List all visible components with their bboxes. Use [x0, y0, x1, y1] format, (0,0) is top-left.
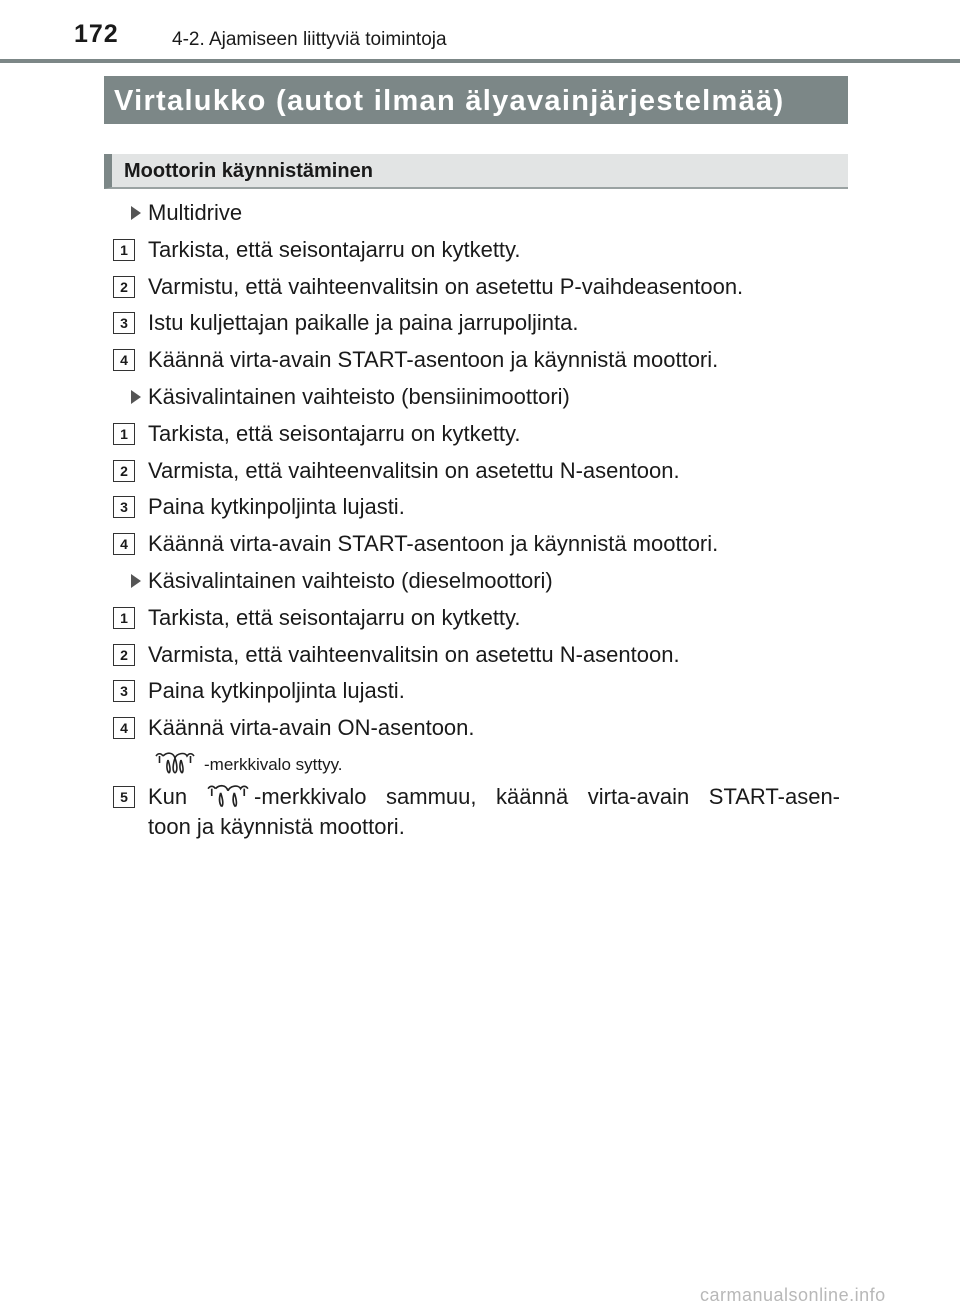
step-number: 4: [113, 533, 135, 555]
note-text: -merkkivalo syttyy.: [204, 755, 343, 774]
step-text: Paina kytkinpoljinta lujasti.: [148, 678, 405, 703]
page-number: 172: [74, 20, 119, 48]
step-number: 4: [113, 717, 135, 739]
group-heading: Käsivalintainen vaihteisto (dieselmoottori): [148, 568, 553, 593]
triangle-bullet-icon: [131, 206, 141, 220]
step-number: 1: [113, 607, 135, 629]
step-text: Varmistu, että vaihteenvalitsin on asetettu P-vaihdeasentoon.: [148, 274, 744, 299]
group-heading: Multidrive: [148, 200, 243, 225]
step-text: Tarkista, että seisontajarru on kytketty.: [148, 605, 521, 630]
step-text: Varmista, että vaihteenvalitsin on asetettu N-asentoon.: [148, 458, 680, 483]
step-number: 3: [113, 680, 135, 702]
step-text: Istu kuljettajan paikalle ja paina jarrupoljinta.: [148, 310, 579, 335]
group-heading: Käsivalintainen vaihteisto (bensiinimoottori): [148, 384, 570, 409]
step-text: Tarkista, että seisontajarru on kytketty.: [148, 237, 521, 262]
step-number: 2: [113, 644, 135, 666]
step-text: Käännä virta-avain ON-asentoon.: [148, 715, 475, 740]
step-text-line1: -merkkivalo sammuu, käännä virta-avain START-asen-: [254, 784, 840, 809]
step-number: 2: [113, 276, 135, 298]
watermark: carmanualsonline.info: [700, 1285, 886, 1305]
step-text: Käännä virta-avain START-asentoon ja käynnistä moottori.: [148, 347, 719, 372]
step-number: 3: [113, 496, 135, 518]
step-text: Varmista, että vaihteenvalitsin on asetettu N-asentoon.: [148, 642, 680, 667]
step-number: 5: [113, 786, 135, 808]
step-text: Käännä virta-avain START-asentoon ja käynnistä moottori.: [148, 531, 719, 556]
step-text: Tarkista, että seisontajarru on kytketty.: [148, 421, 521, 446]
step-text-line2: toon ja käynnistä moottori.: [148, 814, 405, 839]
step-number: 2: [113, 460, 135, 482]
step-text: [254, 782, 840, 812]
chapter-title: 4-2. Ajamiseen liittyviä toimintoja: [172, 29, 447, 50]
step-number: 1: [113, 239, 135, 261]
step-number: 3: [113, 312, 135, 334]
glow-plug-indicator-icon: [154, 752, 196, 774]
triangle-bullet-icon: [131, 574, 141, 588]
glow-plug-indicator-icon: [206, 784, 250, 808]
section-title: Virtalukko (autot ilman älyavainjärjestelmää): [104, 76, 848, 124]
triangle-bullet-icon: [131, 390, 141, 404]
step-text-start: Kun: [148, 784, 188, 809]
step-number: 4: [113, 349, 135, 371]
step-text: Paina kytkinpoljinta lujasti.: [148, 494, 405, 519]
header-rule: [0, 59, 960, 63]
subsection-title: Moottorin käynnistäminen: [104, 154, 848, 189]
step-number: 1: [113, 423, 135, 445]
